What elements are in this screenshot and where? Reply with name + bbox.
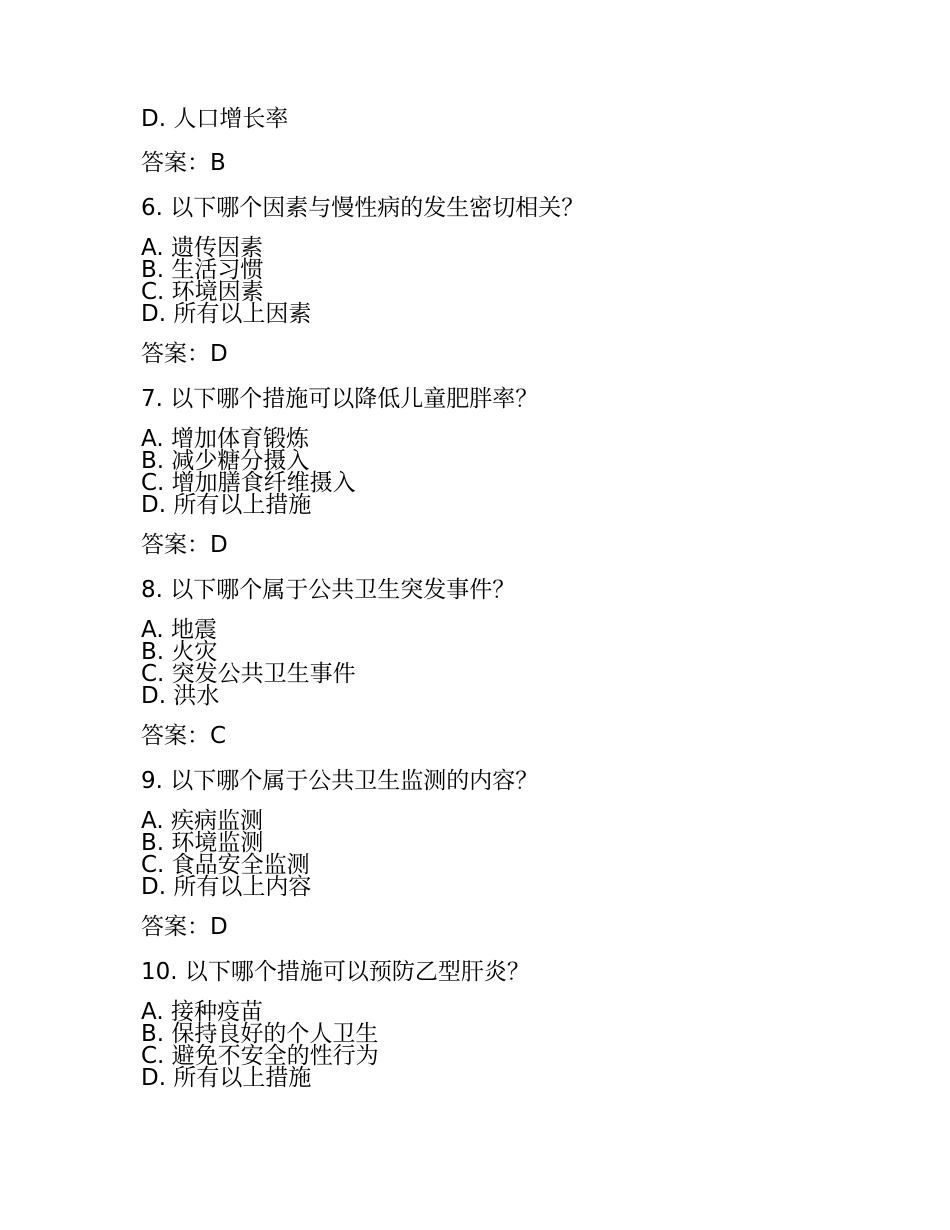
question-8-options (141, 619, 901, 707)
option: B. 减少糖分摄入 (141, 448, 310, 474)
option: B. 环境监测 (141, 830, 264, 856)
option: B. 火灾 (141, 639, 218, 665)
option: D. 所有以上内容 (141, 874, 312, 900)
question-6: 6. 以下哪个因素与慢性病的发生密切相关？ (141, 195, 585, 221)
option: B. 生活习惯 (141, 257, 264, 283)
option: A. 遗传因素 (141, 235, 263, 261)
answer-8: 答案：C (141, 723, 227, 749)
question-6-options (141, 237, 901, 325)
question-9: 9. 以下哪个属于公共卫生监测的内容？ (141, 768, 539, 794)
option: D. 洪水 (141, 683, 220, 709)
question-10-options (141, 1001, 901, 1089)
answer-9: 答案：D (141, 914, 228, 940)
option: C. 增加膳食纤维摄入 (141, 470, 356, 496)
previous-question-option-d: D. 人口增长率 (141, 106, 289, 132)
document-page (141, 104, 901, 1089)
option: B. 保持良好的个人卫生 (141, 1021, 379, 1047)
option: C. 避免不安全的性行为 (141, 1043, 379, 1069)
option: A. 接种疫苗 (141, 999, 263, 1025)
option: C. 突发公共卫生事件 (141, 661, 356, 687)
option: D. 所有以上措施 (141, 492, 312, 518)
option: D. 所有以上措施 (141, 1065, 312, 1091)
option: A. 疾病监测 (141, 808, 263, 834)
question-7: 7. 以下哪个措施可以降低儿童肥胖率？ (141, 386, 539, 412)
option: D. 所有以上因素 (141, 301, 312, 327)
answer-7: 答案：D (141, 532, 228, 558)
question-7-options (141, 428, 901, 516)
option: C. 环境因素 (141, 279, 264, 305)
option: C. 食品安全监测 (141, 852, 310, 878)
previous-answer: 答案：B (141, 150, 226, 176)
question-8: 8. 以下哪个属于公共卫生突发事件？ (141, 577, 516, 603)
answer-6: 答案：D (141, 341, 228, 367)
option: A. 增加体育锻炼 (141, 426, 309, 452)
question-10: 10. 以下哪个措施可以预防乙型肝炎？ (141, 959, 530, 985)
question-9-options (141, 810, 901, 898)
option: A. 地震 (141, 617, 217, 643)
